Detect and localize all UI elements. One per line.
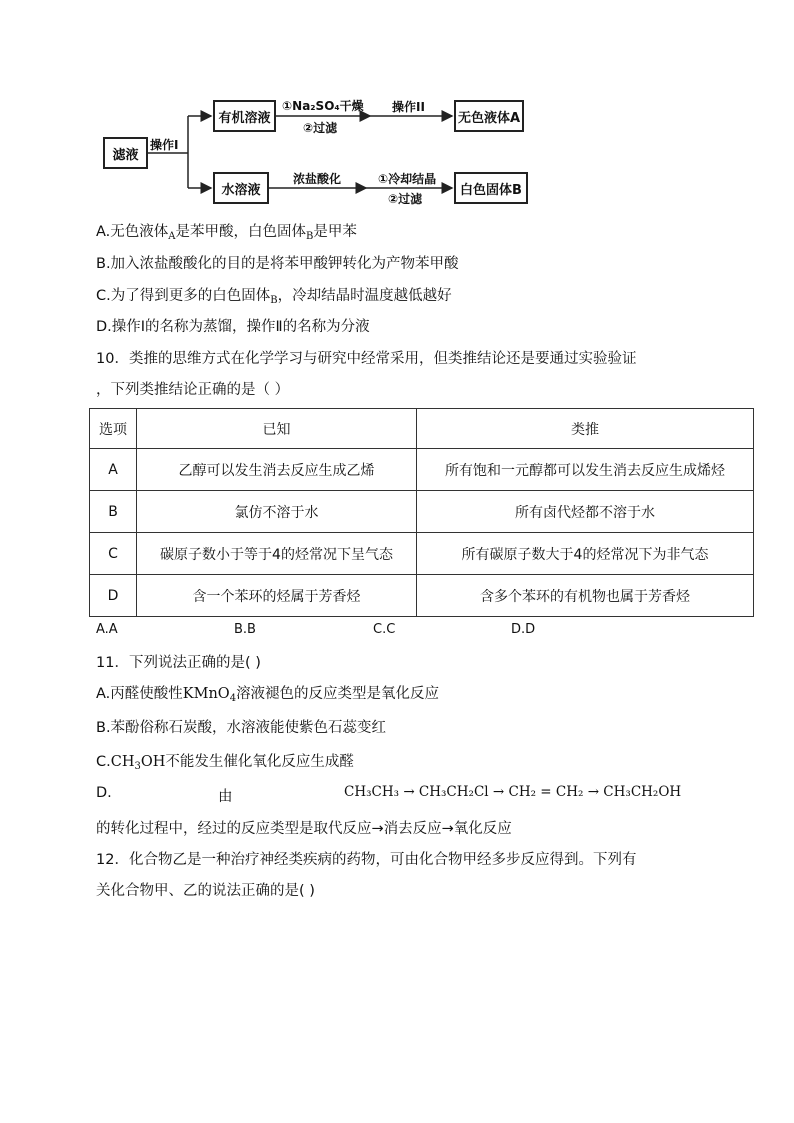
q9-c-text-2: ，冷却结晶时温度越低越好	[277, 288, 452, 304]
q10-answer-a: A.A	[96, 622, 118, 637]
q9-a-symbol-b: B	[306, 231, 314, 242]
q10-answer-c: C.C	[373, 622, 396, 637]
q11-option-d-line2: 的转化过程中，经过的反应类型是取代反应→消去反应→氧化反应	[96, 821, 512, 837]
q11-c-ch: CH	[110, 754, 135, 770]
header-known: 已知	[137, 409, 417, 449]
q9-option-a	[96, 220, 357, 242]
table-row	[90, 533, 754, 575]
step-dry-label: ①Na₂SO₄干燥	[282, 99, 364, 113]
q11-a-text-2: 溶液褪色的反应类型是氧化反应	[236, 686, 440, 702]
q11-option-d-from: 由	[218, 789, 233, 805]
q11-option-b: B.苯酚俗称石炭酸，水溶液能使紫色石蕊变红	[96, 720, 387, 736]
table-row	[90, 449, 754, 491]
row-d-analogy: 含多个苯环的有机物也属于芳香烃	[417, 575, 754, 617]
row-a-option: A	[90, 449, 137, 491]
q11-option-a	[96, 682, 439, 704]
aqueous-solution-box: 水溶液	[213, 172, 269, 204]
liquid-a-box: 无色液体A	[454, 100, 524, 132]
q10-stem-line2: ，下列类推结论正确的是（ ）	[96, 382, 290, 398]
table-row	[90, 491, 754, 533]
operation-2-label: 操作II	[392, 100, 425, 114]
q9-option-b: B.加入浓盐酸酸化的目的是将苯甲酸钾转化为产物苯甲酸	[96, 256, 459, 272]
row-c-option: C	[90, 533, 137, 575]
operation-1-label: 操作I	[150, 138, 179, 152]
q11-a-kmno4: KMnO	[182, 686, 230, 702]
row-d-option: D	[90, 575, 137, 617]
organic-solution-box: 有机溶液	[213, 100, 276, 132]
q12-stem-line1: 12．化合物乙是一种治疗神经类疾病的药物，可由化合物甲经多步反应得到。下列有	[96, 852, 637, 868]
header-analogy: 类推	[417, 409, 754, 449]
q9-a-text-1: A.无色液体	[96, 224, 169, 240]
row-b-analogy: 所有卤代烃都不溶于水	[417, 491, 754, 533]
step-filter-label: ②过滤	[303, 121, 338, 135]
q11-c-subscript: 3	[134, 761, 141, 772]
q11-c-label: C.	[96, 754, 111, 770]
q11-stem: 11．下列说法正确的是( )	[96, 655, 261, 671]
q10-answer-b: B.B	[234, 622, 256, 637]
q9-c-symbol-b: B	[270, 295, 278, 306]
table-row	[90, 575, 754, 617]
row-d-known: 含一个苯环的烃属于芳香烃	[137, 575, 417, 617]
q9-c-text-1: C.为了得到更多的白色固体	[96, 288, 271, 304]
separation-flowchart	[100, 92, 532, 210]
row-c-analogy: 所有碳原子数大于4的烃常况下为非气态	[417, 533, 754, 575]
step-filter-2-label: ②过滤	[388, 192, 423, 206]
q9-a-symbol-a: A	[168, 231, 176, 242]
q10-analogy-table	[89, 408, 754, 617]
header-option: 选项	[90, 409, 137, 449]
q12-stem-line2: 关化合物甲、乙的说法正确的是( )	[96, 883, 315, 899]
q11-option-c	[96, 750, 354, 772]
q11-option-d-label: D.	[96, 785, 112, 801]
q10-answer-d: D.D	[511, 622, 536, 637]
q9-a-text-2: 是苯甲酸，白色固体	[175, 224, 307, 240]
q11-a-text-1: A.丙醛使酸性	[96, 686, 183, 702]
q11-c-text: 不能发生催化氧化反应生成醛	[165, 754, 354, 770]
solid-b-box: 白色固体B	[454, 172, 528, 204]
acidify-label: 浓盐酸化	[293, 172, 342, 186]
q11-c-oh: OH	[140, 754, 166, 770]
q9-a-text-3: 是甲苯	[313, 224, 357, 240]
row-a-analogy: 所有饱和一元醇都可以发生消去反应生成烯烃	[417, 449, 754, 491]
row-b-option: B	[90, 491, 137, 533]
row-c-known: 碳原子数小于等于4的烃常况下呈气态	[137, 533, 417, 575]
table-header-row	[90, 409, 754, 449]
q9-option-d: D.操作Ⅰ的名称为蒸馏，操作Ⅱ的名称为分液	[96, 319, 370, 335]
row-a-known: 乙醇可以发生消去反应生成乙烯	[137, 449, 417, 491]
q11-a-subscript: 4	[229, 693, 237, 704]
q10-stem-line1: 10．类推的思维方式在化学学习与研究中经常采用，但类推结论还是要通过实验验证	[96, 351, 637, 367]
step-cool-label: ①冷却结晶	[378, 172, 437, 186]
filtrate-box: 滤液	[103, 137, 148, 169]
row-b-known: 氯仿不溶于水	[137, 491, 417, 533]
q11-option-d-formula: CH₃CH₃ → CH₃CH₂Cl → CH₂ = CH₂ → CH₃CH₂OH	[344, 784, 682, 800]
q9-option-c	[96, 284, 452, 306]
